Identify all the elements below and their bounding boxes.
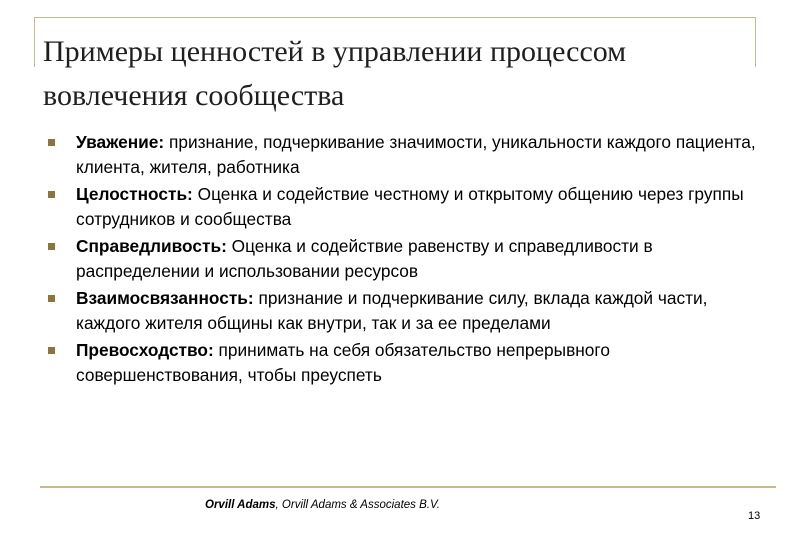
square-bullet-icon xyxy=(48,347,55,354)
bullet-text: принимать на себя обязательство непрерывного совершенствования, чтобы преуспеть xyxy=(76,340,610,385)
square-bullet-icon xyxy=(48,139,55,146)
square-bullet-icon xyxy=(48,295,55,302)
bullet-term: Взаимосвязанность: xyxy=(76,288,254,308)
slide-title: Примеры ценностей в управлении процессом вовлечения сообщества xyxy=(43,35,627,112)
bullet-list xyxy=(46,130,758,390)
frame-top-line xyxy=(34,17,756,18)
bullet-term: Целостность: xyxy=(76,184,193,204)
bullet-item xyxy=(46,338,758,387)
footer-credit xyxy=(205,499,440,511)
bullet-item xyxy=(46,130,758,179)
bullet-term: Превосходство: xyxy=(76,340,214,360)
bullet-term: Справедливость: xyxy=(76,236,227,256)
footer-divider xyxy=(40,486,776,488)
bullet-term: Уважение: xyxy=(76,132,165,152)
square-bullet-icon xyxy=(48,243,55,250)
square-bullet-icon xyxy=(48,191,55,198)
bullet-text: признание, подчеркивание значимости, уникальности каждого пациента, клиента, жителя, работника xyxy=(76,132,756,177)
bullet-text: Оценка и содействие равенству и справедливости в распределении и использовании ресурсов xyxy=(76,236,653,281)
bullet-item xyxy=(46,182,758,231)
bullet-text: признание и подчеркивание силу, вклада каждой части, каждого жителя общины как внутри, так и за ее пределами xyxy=(76,288,708,333)
page-number: 13 xyxy=(748,510,761,522)
frame-left-line xyxy=(34,17,35,67)
bullet-item xyxy=(46,234,758,283)
bullet-item xyxy=(46,286,758,335)
footer-organization: , Orvill Adams & Associates B.V. xyxy=(275,499,440,511)
footer-author: Orvill Adams xyxy=(205,499,276,511)
bullet-text: Оценка и содействие честному и открытому общению через группы сотрудников и сообщества xyxy=(76,184,744,229)
